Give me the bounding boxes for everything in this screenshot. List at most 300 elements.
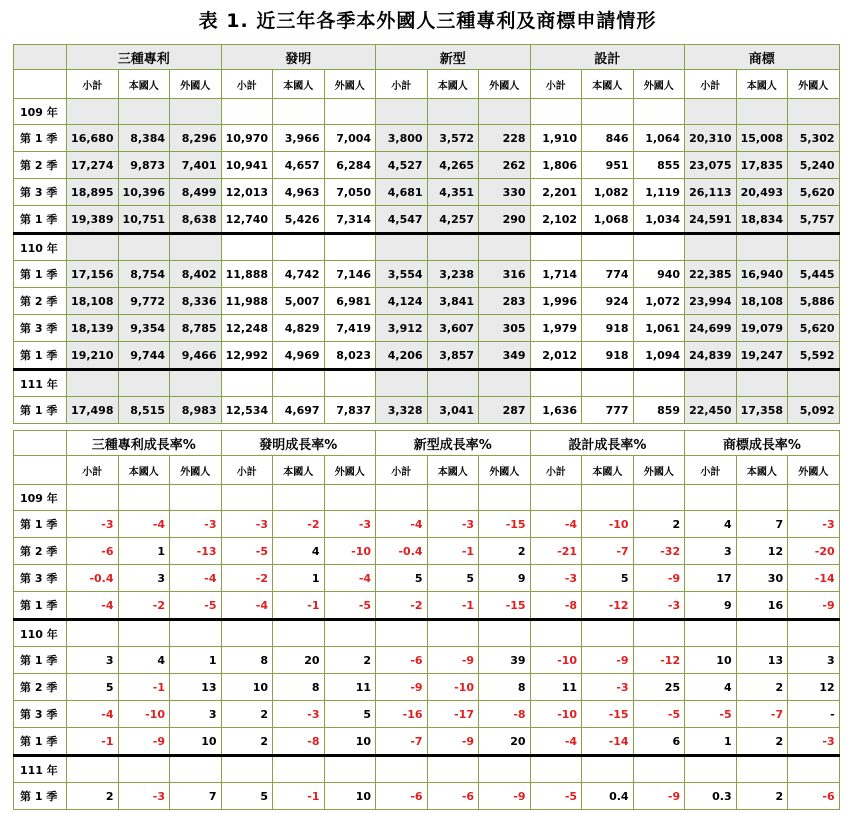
group-header: 新型成長率% — [376, 431, 531, 456]
table-row — [14, 206, 840, 234]
empty-cell — [221, 620, 273, 647]
value-cell: 13 — [736, 647, 788, 674]
empty-cell — [685, 756, 737, 783]
subheader-cell: 本國人 — [736, 70, 788, 99]
value-cell: 7,146 — [324, 261, 376, 288]
quarter-label: 第 1 季 — [14, 125, 67, 152]
subheader-cell: 外國人 — [324, 456, 376, 485]
value-cell: 18,139 — [67, 315, 119, 342]
value-cell: 12,534 — [221, 397, 273, 424]
value-cell: 26,113 — [685, 179, 737, 206]
value-cell: 18,108 — [736, 288, 788, 315]
value-cell: 39 — [479, 647, 531, 674]
page-title: 表 1. 近三年各季本外國人三種專利及商標申請情形 — [198, 10, 657, 32]
group-header-row — [14, 431, 840, 456]
subheader-cell: 外國人 — [788, 70, 840, 99]
subheader-cell: 外國人 — [324, 70, 376, 99]
value-cell: 24,839 — [685, 342, 737, 370]
table-row — [14, 179, 840, 206]
value-cell: 2 — [479, 538, 531, 565]
value-cell: 846 — [582, 125, 634, 152]
empty-cell — [376, 485, 428, 511]
value-cell: -4 — [67, 701, 119, 728]
value-cell: 3,554 — [376, 261, 428, 288]
value-cell: -5 — [170, 592, 222, 620]
corner-cell — [14, 431, 67, 456]
subheader-cell: 外國人 — [170, 70, 222, 99]
value-cell: -12 — [582, 592, 634, 620]
empty-cell — [427, 756, 479, 783]
empty-cell — [170, 756, 222, 783]
value-cell: 940 — [633, 261, 685, 288]
quarter-label: 第 2 季 — [14, 674, 67, 701]
value-cell: 918 — [582, 315, 634, 342]
value-cell: 12,248 — [221, 315, 273, 342]
empty-cell — [633, 620, 685, 647]
table-row — [14, 592, 840, 620]
value-cell: 4,265 — [427, 152, 479, 179]
value-cell: 4 — [685, 511, 737, 538]
value-cell: -4 — [118, 511, 170, 538]
value-cell: 2,201 — [530, 179, 582, 206]
value-cell: 17 — [685, 565, 737, 592]
value-cell: -8 — [479, 701, 531, 728]
value-cell: 1,910 — [530, 125, 582, 152]
value-cell: -10 — [530, 647, 582, 674]
value-cell: -9 — [788, 592, 840, 620]
quarter-label: 第 1 季 — [14, 783, 67, 810]
value-cell: 9 — [479, 565, 531, 592]
subheader-cell: 本國人 — [427, 70, 479, 99]
value-cell: 3 — [788, 647, 840, 674]
empty-cell — [170, 99, 222, 125]
subheader-cell: 外國人 — [479, 70, 531, 99]
group-header: 三種專利成長率% — [67, 431, 222, 456]
subheader-cell: 小計 — [67, 456, 119, 485]
table-row — [14, 397, 840, 424]
value-cell: 9,772 — [118, 288, 170, 315]
value-cell: 6,284 — [324, 152, 376, 179]
empty-cell — [530, 234, 582, 261]
empty-cell — [170, 620, 222, 647]
value-cell: 10 — [170, 728, 222, 756]
value-cell: 8,296 — [170, 125, 222, 152]
value-cell: 7,314 — [324, 206, 376, 234]
empty-cell — [376, 756, 428, 783]
quarter-label: 第 1 季 — [14, 647, 67, 674]
value-cell: 22,385 — [685, 261, 737, 288]
value-cell: 924 — [582, 288, 634, 315]
value-cell: 4,697 — [273, 397, 325, 424]
value-cell: 24,699 — [685, 315, 737, 342]
table-row — [14, 315, 840, 342]
value-cell: -9 — [479, 783, 531, 810]
empty-cell — [633, 756, 685, 783]
value-cell: 1 — [685, 728, 737, 756]
value-cell: -5 — [324, 592, 376, 620]
table-row — [14, 342, 840, 370]
value-cell: 7 — [736, 511, 788, 538]
value-cell: -3 — [170, 511, 222, 538]
value-cell: 2 — [221, 701, 273, 728]
value-cell: 5 — [67, 674, 119, 701]
value-cell: -21 — [530, 538, 582, 565]
value-cell: 3,238 — [427, 261, 479, 288]
empty-cell — [118, 99, 170, 125]
value-cell: 4,124 — [376, 288, 428, 315]
group-header: 三種專利 — [67, 45, 222, 70]
value-cell: 8,515 — [118, 397, 170, 424]
empty-cell — [736, 370, 788, 397]
corner-cell — [14, 456, 67, 485]
value-cell: 5 — [376, 565, 428, 592]
value-cell: 18,108 — [67, 288, 119, 315]
empty-cell — [788, 234, 840, 261]
empty-cell — [685, 234, 737, 261]
value-cell: -20 — [788, 538, 840, 565]
value-cell: 1 — [170, 647, 222, 674]
subheader-cell: 小計 — [67, 70, 119, 99]
value-cell: -3 — [427, 511, 479, 538]
value-cell: -9 — [118, 728, 170, 756]
empty-cell — [685, 99, 737, 125]
group-header: 發明 — [221, 45, 376, 70]
value-cell: 1,094 — [633, 342, 685, 370]
value-cell: 16 — [736, 592, 788, 620]
value-cell: 9 — [685, 592, 737, 620]
value-cell: 17,156 — [67, 261, 119, 288]
year-row — [14, 234, 840, 261]
value-cell: -3 — [788, 511, 840, 538]
value-cell: 11 — [530, 674, 582, 701]
empty-cell — [685, 620, 737, 647]
empty-cell — [221, 370, 273, 397]
group-header: 設計成長率% — [530, 431, 685, 456]
empty-cell — [67, 370, 119, 397]
subheader-cell: 外國人 — [633, 456, 685, 485]
year-label: 110 年 — [14, 234, 67, 261]
subheader-cell: 小計 — [685, 456, 737, 485]
value-cell: 6,981 — [324, 288, 376, 315]
value-cell: -8 — [530, 592, 582, 620]
value-cell: 4,657 — [273, 152, 325, 179]
value-cell: -1 — [273, 592, 325, 620]
empty-cell — [118, 485, 170, 511]
value-cell: 1,979 — [530, 315, 582, 342]
empty-cell — [736, 485, 788, 511]
value-cell: 23,994 — [685, 288, 737, 315]
empty-cell — [67, 485, 119, 511]
value-cell: 19,247 — [736, 342, 788, 370]
value-cell: 859 — [633, 397, 685, 424]
corner-cell — [14, 45, 67, 70]
value-cell: 9,873 — [118, 152, 170, 179]
value-cell: 1,806 — [530, 152, 582, 179]
year-label: 109 年 — [14, 485, 67, 511]
value-cell: 5,620 — [788, 179, 840, 206]
value-cell: 23,075 — [685, 152, 737, 179]
value-cell: -16 — [376, 701, 428, 728]
subheader-cell: 本國人 — [582, 456, 634, 485]
empty-cell — [118, 620, 170, 647]
subheader-cell: 本國人 — [273, 456, 325, 485]
empty-cell — [582, 99, 634, 125]
value-cell: 290 — [479, 206, 531, 234]
value-cell: 5,886 — [788, 288, 840, 315]
value-cell: 8,754 — [118, 261, 170, 288]
value-cell: -3 — [273, 701, 325, 728]
quarter-label: 第 3 季 — [14, 179, 67, 206]
value-cell: -2 — [273, 511, 325, 538]
empty-cell — [170, 370, 222, 397]
value-cell: 12,992 — [221, 342, 273, 370]
table-row — [14, 125, 840, 152]
value-cell: 330 — [479, 179, 531, 206]
value-cell: 10 — [324, 783, 376, 810]
table-row — [14, 728, 840, 756]
value-cell: 777 — [582, 397, 634, 424]
group-header: 新型 — [376, 45, 531, 70]
value-cell: -4 — [67, 592, 119, 620]
value-cell: -9 — [376, 674, 428, 701]
empty-cell — [221, 99, 273, 125]
table-row — [14, 701, 840, 728]
empty-cell — [788, 756, 840, 783]
empty-cell — [67, 234, 119, 261]
group-header: 商標 — [685, 45, 840, 70]
value-cell: 5,592 — [788, 342, 840, 370]
value-cell: -4 — [530, 511, 582, 538]
quarter-label: 第 1 季 — [14, 592, 67, 620]
value-cell: 283 — [479, 288, 531, 315]
value-cell: 8,638 — [170, 206, 222, 234]
value-cell: 12 — [736, 538, 788, 565]
value-cell: 8,983 — [170, 397, 222, 424]
value-cell: 17,274 — [67, 152, 119, 179]
value-cell: 16,680 — [67, 125, 119, 152]
subheader-cell: 小計 — [376, 456, 428, 485]
value-cell: -9 — [633, 783, 685, 810]
value-cell: 5 — [324, 701, 376, 728]
corner-cell — [14, 70, 67, 99]
value-cell: 19,079 — [736, 315, 788, 342]
value-cell: 1,082 — [582, 179, 634, 206]
value-cell: 316 — [479, 261, 531, 288]
value-cell: 8 — [479, 674, 531, 701]
value-cell: -6 — [67, 538, 119, 565]
value-cell: -32 — [633, 538, 685, 565]
empty-cell — [427, 620, 479, 647]
empty-cell — [736, 756, 788, 783]
subheader-cell: 本國人 — [273, 70, 325, 99]
value-cell: 19,210 — [67, 342, 119, 370]
subheader-cell: 小計 — [376, 70, 428, 99]
value-cell: 1 — [273, 565, 325, 592]
value-cell: 7,004 — [324, 125, 376, 152]
subheader-cell: 外國人 — [479, 456, 531, 485]
value-cell: 2 — [736, 728, 788, 756]
table-row — [14, 538, 840, 565]
empty-cell — [427, 485, 479, 511]
empty-cell — [67, 756, 119, 783]
quarter-label: 第 2 季 — [14, 288, 67, 315]
subheader-cell: 本國人 — [582, 70, 634, 99]
empty-cell — [427, 370, 479, 397]
value-cell: 8,023 — [324, 342, 376, 370]
value-cell: 20 — [479, 728, 531, 756]
empty-cell — [170, 234, 222, 261]
value-cell: 1,072 — [633, 288, 685, 315]
value-cell: -2 — [118, 592, 170, 620]
empty-cell — [582, 620, 634, 647]
year-row — [14, 99, 840, 125]
value-cell: -3 — [633, 592, 685, 620]
year-row — [14, 620, 840, 647]
value-cell: -15 — [479, 592, 531, 620]
table-row — [14, 647, 840, 674]
empty-cell — [324, 370, 376, 397]
value-cell: 3,966 — [273, 125, 325, 152]
empty-cell — [427, 234, 479, 261]
value-cell: 24,591 — [685, 206, 737, 234]
value-cell: 4 — [685, 674, 737, 701]
value-cell: -5 — [685, 701, 737, 728]
value-cell: 3,841 — [427, 288, 479, 315]
value-cell: 5,757 — [788, 206, 840, 234]
value-cell: -13 — [170, 538, 222, 565]
value-cell: -12 — [633, 647, 685, 674]
value-cell: 3,041 — [427, 397, 479, 424]
subheader-cell: 小計 — [221, 456, 273, 485]
value-cell: 20,493 — [736, 179, 788, 206]
value-cell: -5 — [633, 701, 685, 728]
value-cell: -4 — [530, 728, 582, 756]
value-cell: 18,834 — [736, 206, 788, 234]
group-header: 商標成長率% — [685, 431, 840, 456]
value-cell: -6 — [376, 783, 428, 810]
value-cell: 2 — [221, 728, 273, 756]
value-cell: 10,941 — [221, 152, 273, 179]
value-cell: 20,310 — [685, 125, 737, 152]
application-counts-table — [13, 44, 840, 424]
value-cell: 20 — [273, 647, 325, 674]
value-cell: -0.4 — [376, 538, 428, 565]
value-cell: 8,499 — [170, 179, 222, 206]
empty-cell — [273, 370, 325, 397]
value-cell: 18,895 — [67, 179, 119, 206]
value-cell: 2,012 — [530, 342, 582, 370]
year-label: 110 年 — [14, 620, 67, 647]
empty-cell — [273, 234, 325, 261]
value-cell: -4 — [376, 511, 428, 538]
value-cell: 3,328 — [376, 397, 428, 424]
value-cell: 5 — [221, 783, 273, 810]
value-cell: 3 — [685, 538, 737, 565]
value-cell: 1,061 — [633, 315, 685, 342]
empty-cell — [118, 234, 170, 261]
value-cell: -2 — [376, 592, 428, 620]
value-cell: -15 — [582, 701, 634, 728]
value-cell: - — [788, 701, 840, 728]
value-cell: 287 — [479, 397, 531, 424]
quarter-label: 第 1 季 — [14, 397, 67, 424]
empty-cell — [633, 99, 685, 125]
value-cell: 10 — [221, 674, 273, 701]
empty-cell — [221, 234, 273, 261]
empty-cell — [324, 234, 376, 261]
empty-cell — [582, 756, 634, 783]
value-cell: 10,751 — [118, 206, 170, 234]
value-cell: 4,206 — [376, 342, 428, 370]
year-row — [14, 485, 840, 511]
value-cell: 1,034 — [633, 206, 685, 234]
value-cell: -1 — [67, 728, 119, 756]
empty-cell — [736, 620, 788, 647]
value-cell: 8 — [273, 674, 325, 701]
empty-cell — [685, 370, 737, 397]
value-cell: -9 — [582, 647, 634, 674]
value-cell: 16,940 — [736, 261, 788, 288]
empty-cell — [324, 620, 376, 647]
empty-cell — [221, 485, 273, 511]
table-row — [14, 261, 840, 288]
year-row — [14, 370, 840, 397]
value-cell: 7 — [170, 783, 222, 810]
value-cell: 4 — [118, 647, 170, 674]
value-cell: 918 — [582, 342, 634, 370]
value-cell: 4,829 — [273, 315, 325, 342]
value-cell: 855 — [633, 152, 685, 179]
empty-cell — [788, 620, 840, 647]
empty-cell — [324, 485, 376, 511]
empty-cell — [273, 756, 325, 783]
value-cell: 4,742 — [273, 261, 325, 288]
value-cell: -5 — [221, 538, 273, 565]
value-cell: -6 — [788, 783, 840, 810]
value-cell: -6 — [376, 647, 428, 674]
value-cell: 2,102 — [530, 206, 582, 234]
value-cell: 2 — [736, 674, 788, 701]
value-cell: 3,572 — [427, 125, 479, 152]
value-cell: -9 — [427, 728, 479, 756]
value-cell: -3 — [582, 674, 634, 701]
value-cell: 1 — [118, 538, 170, 565]
value-cell: 5,620 — [788, 315, 840, 342]
value-cell: -9 — [633, 565, 685, 592]
value-cell: 1,996 — [530, 288, 582, 315]
empty-cell — [788, 99, 840, 125]
empty-cell — [633, 234, 685, 261]
value-cell: -8 — [273, 728, 325, 756]
table-row — [14, 288, 840, 315]
value-cell: -10 — [427, 674, 479, 701]
value-cell: 5,092 — [788, 397, 840, 424]
empty-cell — [633, 370, 685, 397]
value-cell: 2 — [324, 647, 376, 674]
value-cell: -9 — [427, 647, 479, 674]
value-cell: -3 — [788, 728, 840, 756]
value-cell: 7,401 — [170, 152, 222, 179]
value-cell: 1,636 — [530, 397, 582, 424]
value-cell: 8,402 — [170, 261, 222, 288]
empty-cell — [736, 99, 788, 125]
empty-cell — [118, 756, 170, 783]
value-cell: 4,527 — [376, 152, 428, 179]
table-row — [14, 783, 840, 810]
value-cell: -2 — [221, 565, 273, 592]
value-cell: -6 — [427, 783, 479, 810]
value-cell: -3 — [67, 511, 119, 538]
